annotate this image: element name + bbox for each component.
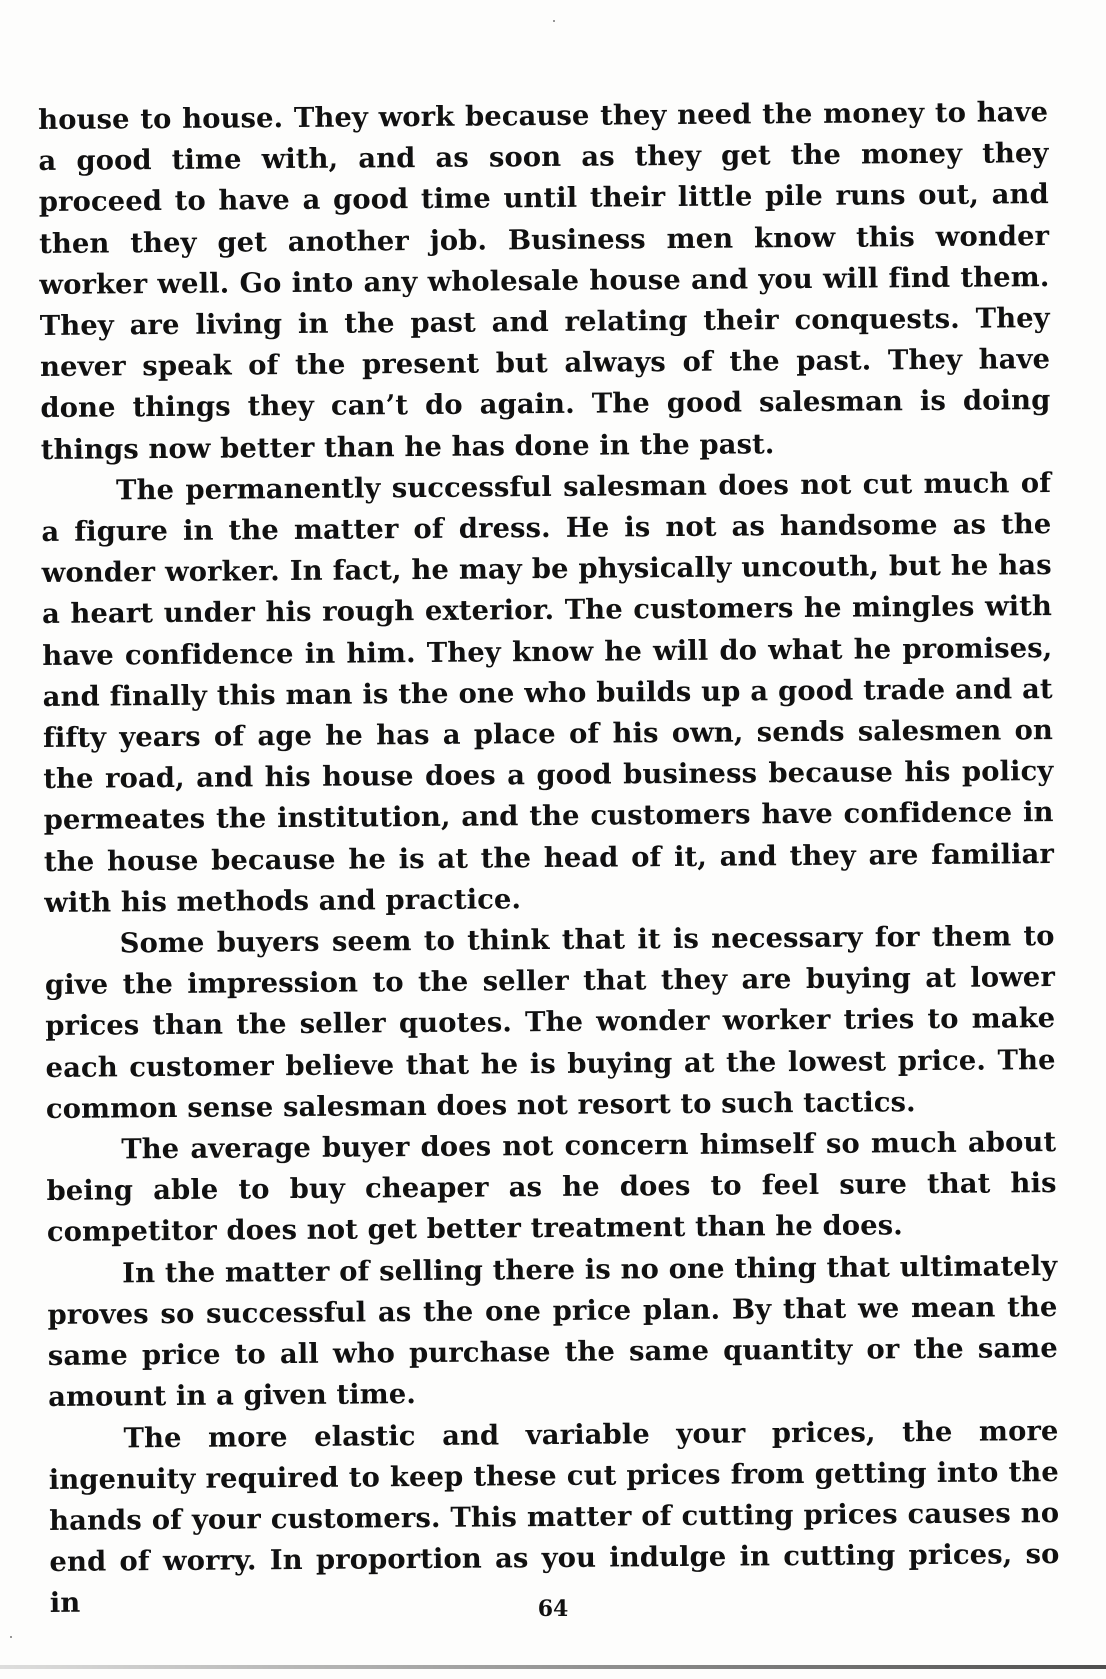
body-text bbox=[38, 92, 1060, 1624]
scan-speck bbox=[553, 20, 555, 22]
paragraph-average-buyer: The average buyer does not concern himself so much about being able to buy cheaper as he does to feel sure that his competitor does not get better treatment than he does. bbox=[46, 1126, 1057, 1249]
paragraph-elastic-prices: The more elastic and variable your prices, the more ingenuity required to keep these cut prices from getting into the hands of your customers. This matter of cutting prices causes no end of worry. In proportion as you indulge in cutting prices, so in bbox=[48, 1414, 1060, 1620]
scan-speck bbox=[10, 1636, 12, 1638]
page-number: 64 bbox=[537, 1596, 569, 1622]
paragraph-buyers-impression: Some buyers seem to think that it is necessary for them to give the impression to the seller that they are buying at lower prices than the seller quotes. The wonder worker tries to make each customer believe that he is buying at the lowest price. The common sense salesman does not resort to such tactics. bbox=[44, 920, 1056, 1125]
paragraph-successful-salesman: The permanently successful salesman does not cut much of a figure in the matter of dress. He is not as handsome as the wonder worker. In fact, he may be physically uncouth, but he has a heart under his rough exterior. The customers he mingles with have confidence in him. They know he will do what he promises, and finally this man is the one who builds up a good trade and at fifty years of age he has a place of his own, sends salesmen on the road, and his house does a good business because his policy permeates the institution, and the customers have confidence in the house because he is at the head of it, and they are familiar with his methods and practice. bbox=[41, 466, 1055, 919]
scan-edge-shadow bbox=[0, 1665, 1106, 1669]
paragraph-one-price-plan: In the matter of selling there is no one thing that ultimately proves so successful as the one price plan. By that we mean the same price to all who purchase the same quantity or the same amount in a given time. bbox=[47, 1249, 1058, 1414]
paragraph-continuation: house to house. They work because they need the money to have a good time with, and as soon as they get the money they proceed to have a good time until their little pile runs out, and then they get another job. Business men know this wonder worker well. Go into any wholesale house and you will find them. They are living in the past and relating their conquests. They never speak of the present but always of the past. They have done things they can’t do again. The good salesman is doing things now better than he has done in the past. bbox=[38, 96, 1051, 466]
